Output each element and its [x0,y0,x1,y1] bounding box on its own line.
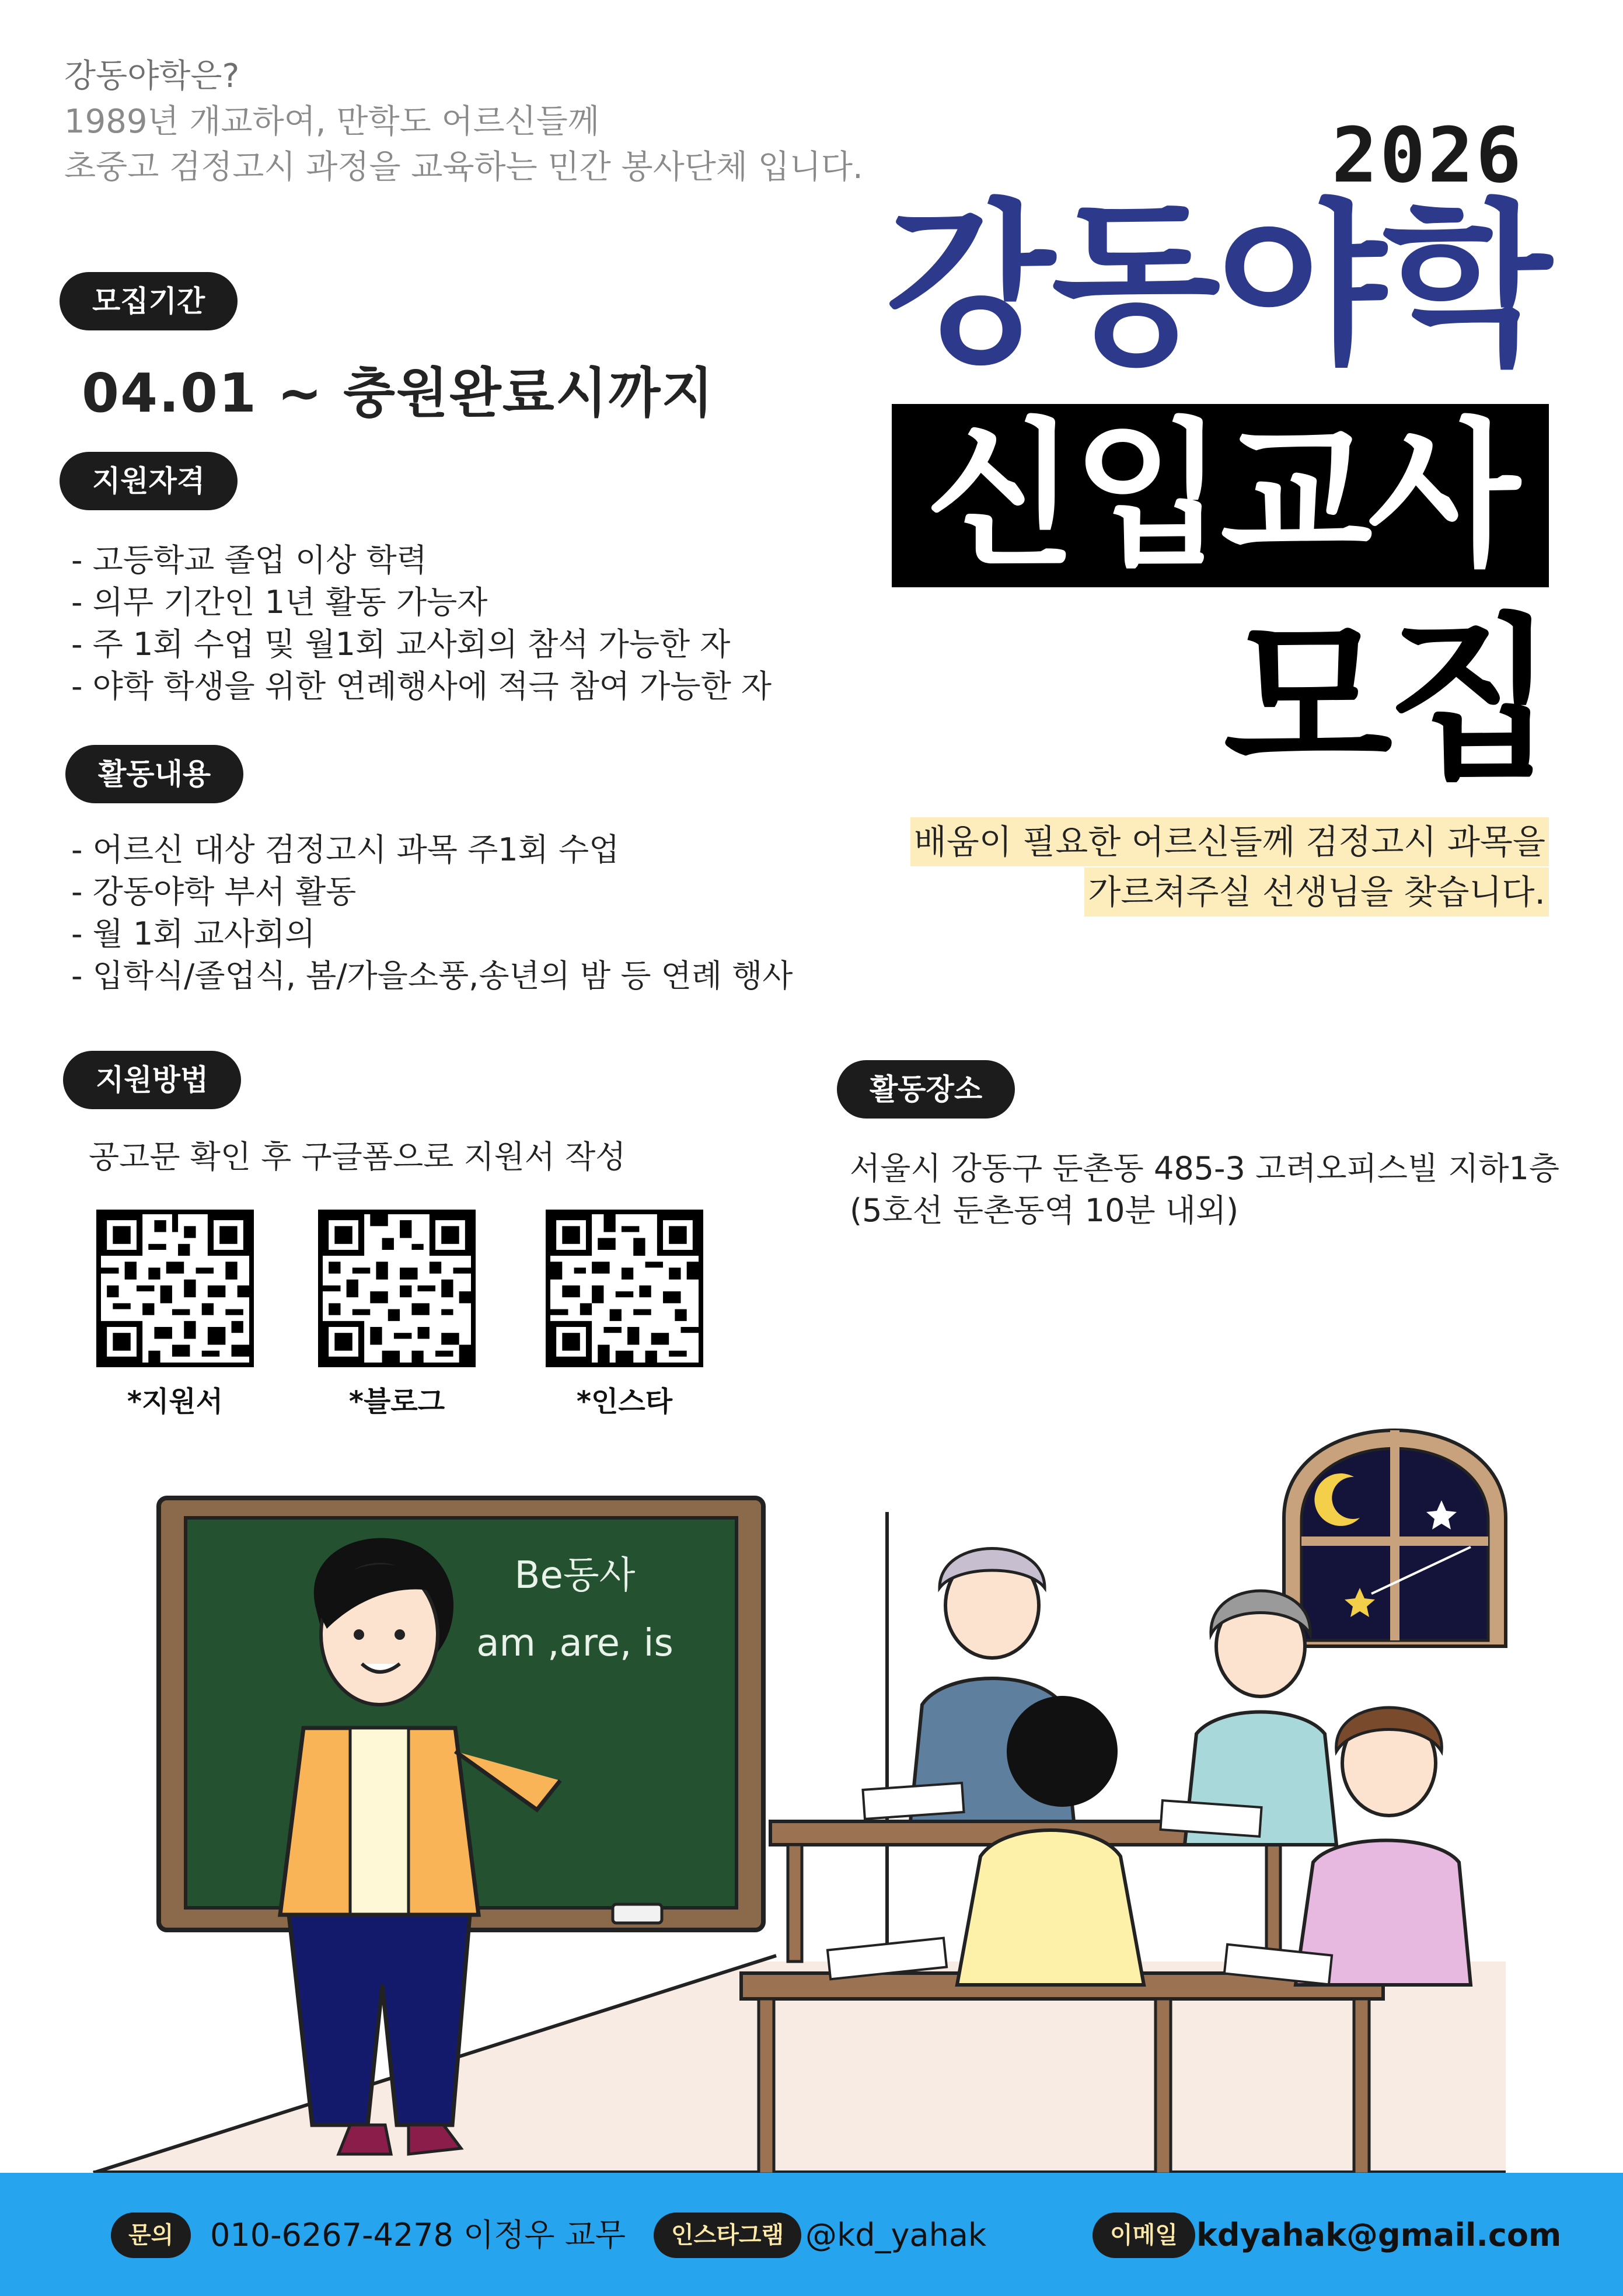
headline-recruit: 모집 [1223,598,1550,802]
footer-contact-label: 문의 [111,2213,191,2258]
qr-code-icon[interactable] [96,1210,254,1367]
headline-role: 신입교사 [925,403,1516,587]
location-label: 활동장소 [837,1060,1015,1119]
qualification-list [71,539,772,708]
list-item: - 의무 기간인 1년 활동 가능자 [71,584,488,621]
headline-desc-line-2: 가르쳐주실 선생님을 찾습니다. [1084,867,1549,917]
location-line-2: (5호선 둔촌동역 10분 내외) [850,1192,1239,1229]
list-item: - 월 1회 교사회의 [71,915,316,952]
night-window [1284,1430,1506,1646]
intro-question: 강동야학은? [64,57,240,95]
qr-blog-graphic [323,1214,471,1363]
period-value: 04.01 ~ 충원완료시까지 [82,362,715,424]
chalkboard-line-1: Be동사 [514,1554,636,1597]
apply-desc: 공고문 확인 후 구글폼으로 지원서 작성 [89,1138,626,1175]
activity-list [71,829,793,997]
list-item: - 강동야학 부서 활동 [71,873,357,910]
intro-line-1: 1989년 개교하여, 만학도 어르신들께 [64,103,599,141]
qr-label-application: *지원서 [127,1385,224,1418]
qualification-label: 지원자격 [60,452,238,510]
apply-label: 지원방법 [63,1051,241,1109]
qr-code-icon[interactable] [318,1210,476,1367]
classroom-illustration [0,1401,1623,2177]
footer-email-label: 이메일 [1093,2213,1195,2258]
qr-label-instagram: *인스타 [576,1385,673,1418]
headline-desc-line-1: 배움이 필요한 어르신들께 검정고시 과목을 [910,817,1549,866]
period-label: 모집기간 [60,272,238,330]
list-item: - 야학 학생을 위한 연례행사에 적극 참여 가능한 자 [71,668,772,705]
list-item: - 입학식/졸업식, 봄/가을소풍,송년의 밤 등 연례 행사 [71,957,793,994]
footer-insta-label: 인스타그램 [654,2213,801,2258]
list-item: - 어르신 대상 검정고시 과목 주1회 수업 [71,831,620,868]
activity-label: 활동내용 [65,745,243,803]
footer-insta-value[interactable]: @kd_yahak [805,2217,987,2253]
headline-year: 2026 [1331,111,1524,200]
qr-label-blog: *블로그 [348,1385,445,1418]
intro-line-2: 초중고 검정고시 과정을 교육하는 민간 봉사단체 입니다. [64,148,863,186]
footer-contact-value[interactable]: 010-6267-4278 이정우 교무 [210,2217,626,2253]
footer-email-value[interactable]: kdyahak@gmail.com [1196,2217,1562,2253]
chalkboard-line-2: am ,are, is [476,1622,673,1665]
location-text [850,1148,1559,1232]
qr-code-icon[interactable] [546,1210,703,1367]
headline-org: 강동야학 [885,184,1548,388]
list-item: - 고등학교 졸업 이상 학력 [71,542,427,579]
qr-application-graphic [101,1214,249,1363]
location-line-1: 서울시 강동구 둔촌동 485-3 고려오피스빌 지하1층 [850,1150,1560,1187]
list-item: - 주 1회 수업 및 월1회 교사회의 참석 가능한 자 [71,626,731,663]
qr-instagram-graphic [550,1214,699,1363]
intro-text [64,54,863,190]
